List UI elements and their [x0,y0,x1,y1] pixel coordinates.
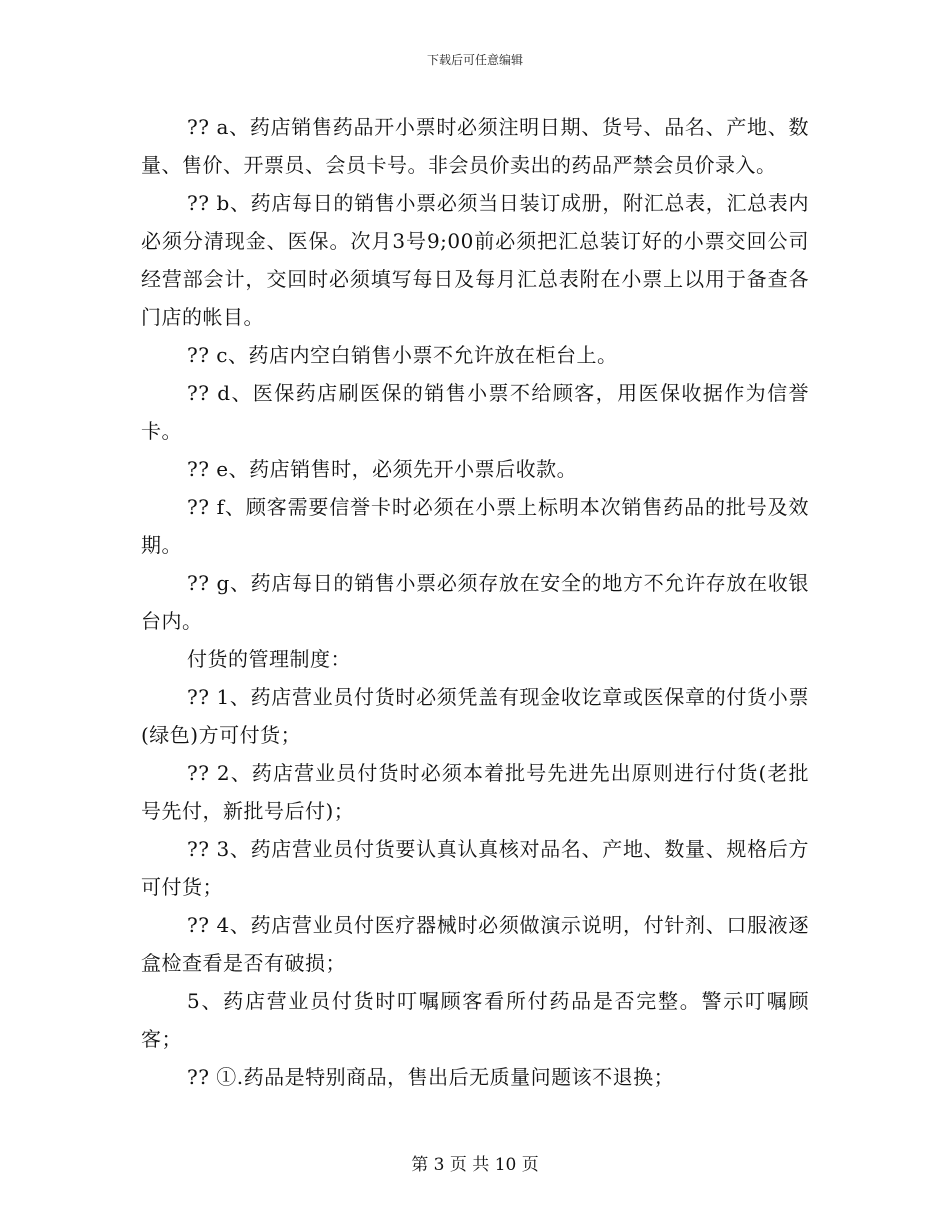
page-header: 下载后可任意编辑 [426,53,523,67]
page-footer: 第 3 页 共 10 页 [411,1155,539,1175]
section-heading: 付货的管理制度： [187,647,351,671]
paragraph-5: 5、药店营业员付货时叮嘱顾客看所付药品是否完整。警示叮嘱顾客； [141,989,809,1051]
paragraph-b: ?? b、药店每日的销售小票必须当日装订成册，附汇总表，汇总表内必须分清现金、医保。次月3号9;00前必须把汇总装订好的小票交回公司经营部会计，交回时必须填写每日及每月汇总表附在小票上以用于备查各门店的帐目。 [141,191,809,329]
paragraph-g: ?? g、药店每日的销售小票必须存放在安全的地方不允许存放在收银台内。 [141,571,809,633]
paragraph-3: ?? 3、药店营业员付货要认真认真核对品名、产地、数量、规格后方可付货； [141,837,809,899]
document-body [141,108,809,1096]
paragraph-5-1: ?? ①.药品是特别商品，售出后无质量问题该不退换； [187,1065,675,1089]
paragraph-e: ?? e、药店销售时，必须先开小票后收款。 [187,457,578,481]
paragraph-c: ?? c、药店内空白销售小票不允许放在柜台上。 [187,343,618,367]
paragraph-d: ?? d、医保药店刷医保的销售小票不给顾客，用医保收据作为信誉卡。 [141,381,809,443]
paragraph-2: ?? 2、药店营业员付货时必须本着批号先进先出原则进行付货(老批号先付，新批号后付)； [141,761,809,823]
paragraph-a: ?? a、药店销售药品开小票时必须注明日期、货号、品名、产地、数量、售价、开票员、会员卡号。非会员价卖出的药品严禁会员价录入。 [141,115,809,177]
paragraph-4: ?? 4、药店营业员付医疗器械时必须做演示说明，付针剂、口服液逐盒检查看是否有破损； [141,913,809,975]
paragraph-f: ?? f、顾客需要信誉卡时必须在小票上标明本次销售药品的批号及效期。 [141,495,809,557]
paragraph-1: ?? 1、药店营业员付货时必须凭盖有现金收讫章或医保章的付货小票(绿色)方可付货； [141,685,809,747]
